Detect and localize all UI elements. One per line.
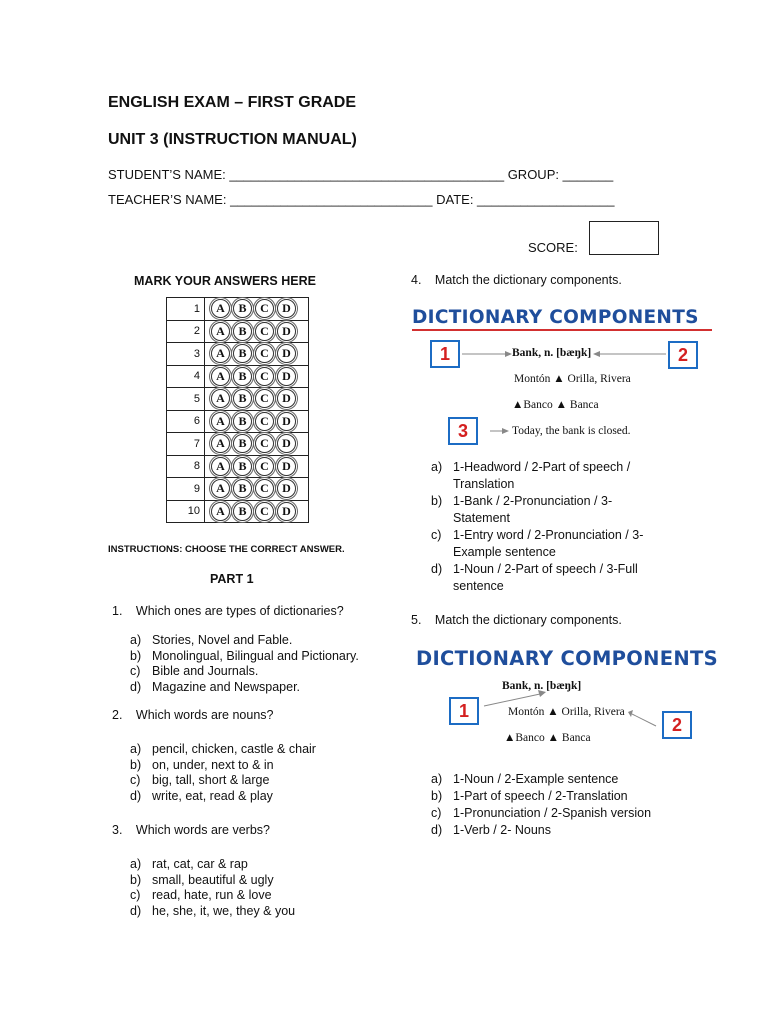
answer-row-number: 2 <box>167 320 205 343</box>
answer-bubble[interactable]: C <box>255 434 274 453</box>
question-text: Which words are verbs? <box>135 823 270 837</box>
answer-option[interactable] <box>431 771 691 788</box>
option-letter: d) <box>130 903 142 918</box>
answer-option[interactable] <box>130 758 390 774</box>
question-1 <box>112 604 344 618</box>
answer-option[interactable] <box>431 527 661 561</box>
option-letter: a) <box>130 742 142 756</box>
option-letter: a) <box>431 772 443 786</box>
option-text: 1-Noun / 2-Example sentence <box>453 772 619 786</box>
option-text: read, hate, run & love <box>152 888 272 902</box>
answer-bubble[interactable]: D <box>277 389 296 408</box>
part-title: PART 1 <box>210 572 254 586</box>
score-label: SCORE: <box>528 240 578 255</box>
question-2-options <box>130 742 390 804</box>
option-text: 1-Verb / 2- Nouns <box>453 823 551 837</box>
answer-bubbles <box>205 343 309 366</box>
question-number: 5. <box>411 613 422 627</box>
option-letter: b) <box>431 789 443 803</box>
option-letter: c) <box>130 773 141 787</box>
answer-bubble[interactable]: A <box>211 434 230 453</box>
answer-bubble[interactable]: C <box>255 367 274 386</box>
answer-bubble[interactable]: A <box>211 457 230 476</box>
answer-bubble[interactable]: A <box>211 322 230 341</box>
option-letter: d) <box>431 823 443 837</box>
answer-bubble[interactable]: B <box>233 322 252 341</box>
option-letter: a) <box>130 633 142 647</box>
question-number: 2. <box>112 708 123 722</box>
answer-row <box>167 455 309 478</box>
question-text: Match the dictionary components. <box>434 273 622 287</box>
answer-option[interactable] <box>130 888 390 904</box>
answer-option[interactable] <box>130 789 390 805</box>
translation-line-1: Montón ▲ Orilla, Rivera <box>514 373 631 385</box>
question-5-options <box>431 771 691 839</box>
teacher-name-line: TEACHER’S NAME: ____________________________ DATE: ___________________ <box>108 192 615 207</box>
answer-bubble[interactable]: B <box>233 367 252 386</box>
answer-bubble[interactable]: B <box>233 389 252 408</box>
question-text: Which ones are types of dictionaries? <box>135 604 344 618</box>
entry-word: Bank, n. [bæŋk] <box>502 680 582 692</box>
question-text: Which words are nouns? <box>135 708 274 722</box>
answer-bubble[interactable]: D <box>277 479 296 498</box>
option-letter: c) <box>431 528 442 542</box>
answer-option[interactable] <box>431 805 691 822</box>
unit-title: UNIT 3 (INSTRUCTION MANUAL) <box>108 131 357 148</box>
option-text: 1-Entry word / 2-Pronunciation / 3-Example sentence <box>453 528 644 559</box>
answer-bubble[interactable]: C <box>255 299 274 318</box>
answer-row-number: 4 <box>167 365 205 388</box>
answer-bubble[interactable]: B <box>233 479 252 498</box>
student-name-line: STUDENT’S NAME: ______________________________________ GROUP: _______ <box>108 167 614 182</box>
answer-option[interactable] <box>130 904 390 920</box>
answer-bubbles <box>205 365 309 388</box>
answer-option[interactable] <box>431 822 691 839</box>
option-letter: c) <box>130 664 141 678</box>
answer-bubble[interactable]: A <box>211 367 230 386</box>
answer-option[interactable] <box>130 633 390 649</box>
answer-bubble[interactable]: A <box>211 479 230 498</box>
answer-bubbles <box>205 433 309 456</box>
option-text: Stories, Novel and Fable. <box>152 633 293 647</box>
answer-bubble[interactable]: C <box>255 389 274 408</box>
option-letter: a) <box>130 857 142 871</box>
answer-bubble[interactable]: D <box>277 412 296 431</box>
answer-row <box>167 478 309 501</box>
answer-row <box>167 343 309 366</box>
number-box-1: 1 <box>449 697 479 725</box>
answer-bubbles <box>205 298 309 321</box>
answer-sheet-title: MARK YOUR ANSWERS HERE <box>134 274 316 288</box>
dictionary-components-title-2: DICTIONARY COMPONENTS <box>416 647 718 670</box>
answer-option[interactable] <box>130 773 390 789</box>
example-sentence: Today, the bank is closed. <box>512 425 631 437</box>
dictionary-components-title-1: DICTIONARY COMPONENTS <box>412 307 699 328</box>
option-text: small, beautiful & ugly <box>152 872 274 887</box>
answer-row <box>167 433 309 456</box>
translation-line-2: ▲Banco ▲ Banca <box>504 732 591 744</box>
answer-bubble[interactable]: D <box>277 457 296 476</box>
answer-option[interactable] <box>130 873 390 889</box>
number-box-1: 1 <box>430 340 460 368</box>
option-letter: b) <box>431 494 443 508</box>
number-box-3: 3 <box>448 417 478 445</box>
question-3-options <box>130 857 390 919</box>
question-number: 3. <box>112 823 123 837</box>
answer-bubble[interactable]: D <box>277 344 296 363</box>
answer-bubbles <box>205 410 309 433</box>
question-2 <box>112 708 274 722</box>
answer-bubble[interactable]: D <box>277 367 296 386</box>
answer-bubble[interactable]: C <box>255 457 274 476</box>
option-text: pencil, chicken, castle & chair <box>152 742 316 756</box>
option-text: Bible and Journals. <box>152 664 259 678</box>
option-letter: b) <box>130 872 142 887</box>
option-text: Monolingual, Bilingual and Pictionary. <box>152 648 359 663</box>
option-letter: c) <box>130 888 141 902</box>
answer-option[interactable] <box>130 680 390 696</box>
answer-bubbles <box>205 455 309 478</box>
answer-option[interactable] <box>130 664 390 680</box>
answer-bubble[interactable]: A <box>211 389 230 408</box>
answer-row-number: 10 <box>167 500 205 523</box>
answer-bubble[interactable]: C <box>255 479 274 498</box>
option-letter: b) <box>130 648 142 663</box>
question-3 <box>112 823 270 837</box>
question-text: Match the dictionary components. <box>434 613 622 627</box>
question-4 <box>411 273 622 287</box>
answer-bubble[interactable]: B <box>233 412 252 431</box>
question-number: 1. <box>112 604 123 618</box>
answer-row-number: 9 <box>167 478 205 501</box>
option-text: 1-Bank / 2-Pronunciation / 3-Statement <box>453 494 613 525</box>
option-letter: d) <box>130 788 142 803</box>
score-box <box>589 221 659 255</box>
option-text: big, tall, short & large <box>152 773 270 787</box>
answer-bubble[interactable]: C <box>255 502 274 521</box>
answer-row-number: 1 <box>167 298 205 321</box>
number-box-2: 2 <box>668 341 698 369</box>
answer-row-number: 8 <box>167 455 205 478</box>
answer-bubble[interactable]: B <box>233 502 252 521</box>
answer-option[interactable] <box>130 742 390 758</box>
option-text: write, eat, read & play <box>152 788 273 803</box>
title-underline <box>412 329 712 331</box>
option-text: rat, cat, car & rap <box>152 857 248 871</box>
answer-option[interactable] <box>431 493 661 527</box>
number-box-2: 2 <box>662 711 692 739</box>
answer-row-number: 5 <box>167 388 205 411</box>
translation-line-1: Montón ▲ Orilla, Rivera <box>508 706 625 718</box>
answer-bubble[interactable]: A <box>211 502 230 521</box>
question-4-options <box>431 459 661 595</box>
exam-title: ENGLISH EXAM – FIRST GRADE <box>108 94 357 111</box>
answer-bubble[interactable]: C <box>255 344 274 363</box>
option-text: on, under, next to & in <box>152 757 274 772</box>
answer-row-number: 3 <box>167 343 205 366</box>
answer-row <box>167 388 309 411</box>
question-number: 4. <box>411 273 422 287</box>
answer-bubble[interactable]: B <box>233 299 252 318</box>
answer-bubbles <box>205 320 309 343</box>
option-text: 1-Part of speech / 2-Translation <box>453 789 628 803</box>
option-letter: a) <box>431 460 443 474</box>
answer-option[interactable] <box>431 788 691 805</box>
answer-row <box>167 320 309 343</box>
answer-sheet <box>166 297 309 523</box>
answer-bubble[interactable]: B <box>233 434 252 453</box>
answer-bubbles <box>205 500 309 523</box>
option-letter: d) <box>431 562 443 576</box>
translation-line-2: ▲Banco ▲ Banca <box>512 399 599 411</box>
option-text: 1-Headword / 2-Part of speech / Translation <box>453 460 631 491</box>
answer-bubble[interactable]: D <box>277 434 296 453</box>
answer-row-number: 6 <box>167 410 205 433</box>
option-text: Magazine and Newspaper. <box>152 679 301 694</box>
answer-row <box>167 365 309 388</box>
answer-option[interactable] <box>431 561 661 595</box>
option-text: he, she, it, we, they & you <box>152 903 296 918</box>
answer-bubbles <box>205 388 309 411</box>
answer-bubble[interactable]: B <box>233 344 252 363</box>
instructions: INSTRUCTIONS: CHOOSE THE CORRECT ANSWER. <box>108 544 345 555</box>
question-5 <box>411 613 622 627</box>
answer-row <box>167 410 309 433</box>
answer-bubble[interactable]: D <box>277 502 296 521</box>
option-letter: d) <box>130 679 142 694</box>
option-text: 1-Noun / 2-Part of speech / 3-Full sentence <box>453 562 638 593</box>
answer-bubble[interactable]: C <box>255 412 274 431</box>
answer-bubble[interactable]: A <box>211 412 230 431</box>
option-letter: c) <box>431 806 442 820</box>
answer-bubble[interactable]: B <box>233 457 252 476</box>
question-1-options <box>130 633 390 695</box>
answer-option[interactable] <box>130 649 390 665</box>
answer-option[interactable] <box>431 459 661 493</box>
answer-row-number: 7 <box>167 433 205 456</box>
answer-bubbles <box>205 478 309 501</box>
answer-row <box>167 500 309 523</box>
answer-bubble[interactable]: A <box>211 299 230 318</box>
option-letter: b) <box>130 757 142 772</box>
answer-row <box>167 298 309 321</box>
answer-option[interactable] <box>130 857 390 873</box>
answer-bubble[interactable]: A <box>211 344 230 363</box>
answer-bubble[interactable]: C <box>255 322 274 341</box>
answer-bubble[interactable]: D <box>277 322 296 341</box>
entry-word: Bank, n. [bæŋk] <box>512 347 592 359</box>
answer-bubble[interactable]: D <box>277 299 296 318</box>
option-text: 1-Pronunciation / 2-Spanish version <box>453 806 652 820</box>
